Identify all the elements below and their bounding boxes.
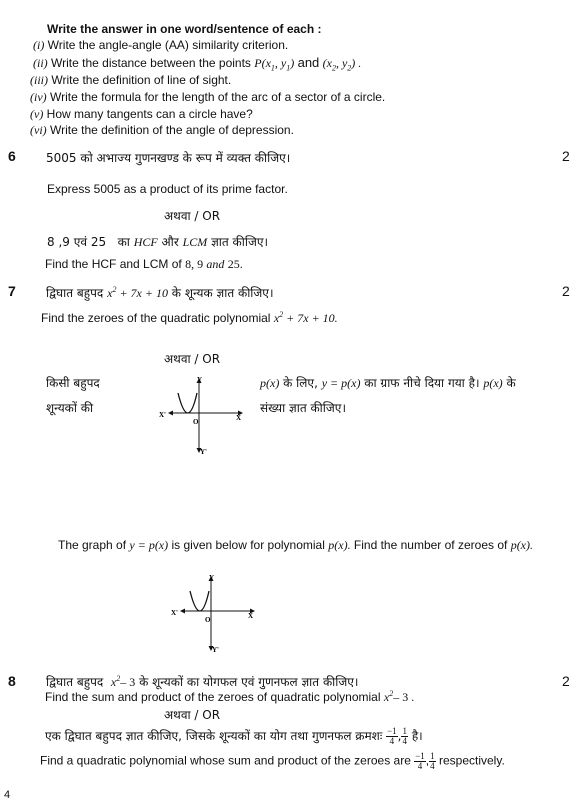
question-number: 6	[8, 148, 16, 164]
marks: 2	[562, 148, 570, 164]
section-header: Write the answer in one word/sentence of each :	[47, 22, 322, 36]
page-number: 4	[4, 789, 11, 801]
question-number: 8	[8, 673, 16, 689]
graph-origin-label: O	[205, 616, 211, 624]
graph-y-neg-label: Y'	[212, 646, 219, 653]
marks: 2	[562, 283, 570, 299]
question-hindi: द्विघात बहुपद $x^2-$ 3 के शून्यकों का योगफल एवं गुणनफल ज्ञात कीजिए।	[46, 674, 359, 689]
question-hindi: 5005 को अभाज्य गुणनखण्ड के रूप में व्यक्त कीजिए।	[46, 151, 291, 165]
list-item: (ii) Write the distance between the points $P(x_1$, $y_1$) and ($x_2$, $y_2$) .	[33, 55, 362, 73]
or-separator: अथवा / OR	[164, 352, 221, 366]
alt-question-hindi-left: किसी बहुपद	[46, 376, 100, 390]
polynomial-graph	[164, 571, 259, 653]
alt-question-hindi-left: शून्यकों की	[46, 401, 94, 415]
fraction: $\frac{-1}{4}$	[415, 751, 425, 771]
graph-x-label: X	[236, 414, 242, 422]
graph-x-neg-label: X'	[171, 609, 178, 617]
alt-question-english: Find the HCF and LCM of 8, 9 and 25.	[45, 257, 243, 271]
fraction: $\frac{1}{4}$	[402, 726, 407, 746]
graph-x-neg-label: X'	[159, 411, 166, 419]
alt-question-hindi-right: संख्या ज्ञात कीजिए।	[260, 401, 346, 415]
question-english: Express 5005 as a product of its prime factor.	[47, 182, 288, 196]
graph-y-neg-label: Y'	[200, 448, 207, 455]
list-item: (iii) Write the definition of line of sight.	[30, 73, 232, 87]
fraction: $\frac{-1}{4}$	[387, 726, 397, 746]
alt-question-hindi-right: p(x) के लिए, y = p(x) का ग्राफ नीचे दिया गया है। p(x) के	[260, 376, 516, 390]
question-hindi: द्विघात बहुपद $x^2 + 7x + 10$ के शून्यक ज्ञात कीजिए।	[46, 285, 274, 300]
or-separator: अथवा / OR	[164, 209, 221, 223]
question-english: Find the sum and product of the zeroes of quadratic polynomial $x^2-$ 3 .	[45, 689, 415, 704]
graph-x-label: X	[248, 612, 254, 620]
alt-question-english: Find a quadratic polynomial whose sum and product of the zeroes are $\frac{-1}{4}$ , $\frac{1}{4}$ respectively.	[40, 751, 505, 771]
or-separator: अथवा / OR	[164, 708, 221, 722]
marks: 2	[562, 673, 570, 689]
question-number: 7	[8, 283, 16, 299]
alt-question-english: The graph of y = p(x) is given below for polynomial p(x). Find the number of zeroes of p(x).	[58, 538, 534, 552]
graph-y-label: Y	[197, 376, 203, 384]
alt-question-hindi: एक द्विघात बहुपद ज्ञात कीजिए, जिसके शून्यकों का योग तथा गुणनफल क्रमशः $\frac{-1}{4}$ , $\frac{1}{4}$ है।	[45, 726, 423, 746]
graph-y-label: Y	[209, 574, 215, 582]
graph-origin-label: O	[193, 418, 199, 426]
list-item: (iv) Write the formula for the length of the arc of a sector of a circle.	[30, 90, 386, 104]
list-item: (i) Write the angle-angle (AA) similarity criterion.	[33, 38, 289, 52]
question-english: Find the zeroes of the quadratic polynomial $x^2 + 7x + 10$.	[41, 310, 338, 325]
fraction: $\frac{1}{4}$	[430, 751, 435, 771]
list-item: (v) How many tangents can a circle have?	[30, 107, 253, 121]
polynomial-graph	[152, 373, 247, 455]
list-item: (vi) Write the definition of the angle of depression.	[30, 123, 294, 137]
alt-question-hindi: 8 ,9 एवं 25 का HCF और LCM ज्ञात कीजिए।	[47, 235, 269, 249]
